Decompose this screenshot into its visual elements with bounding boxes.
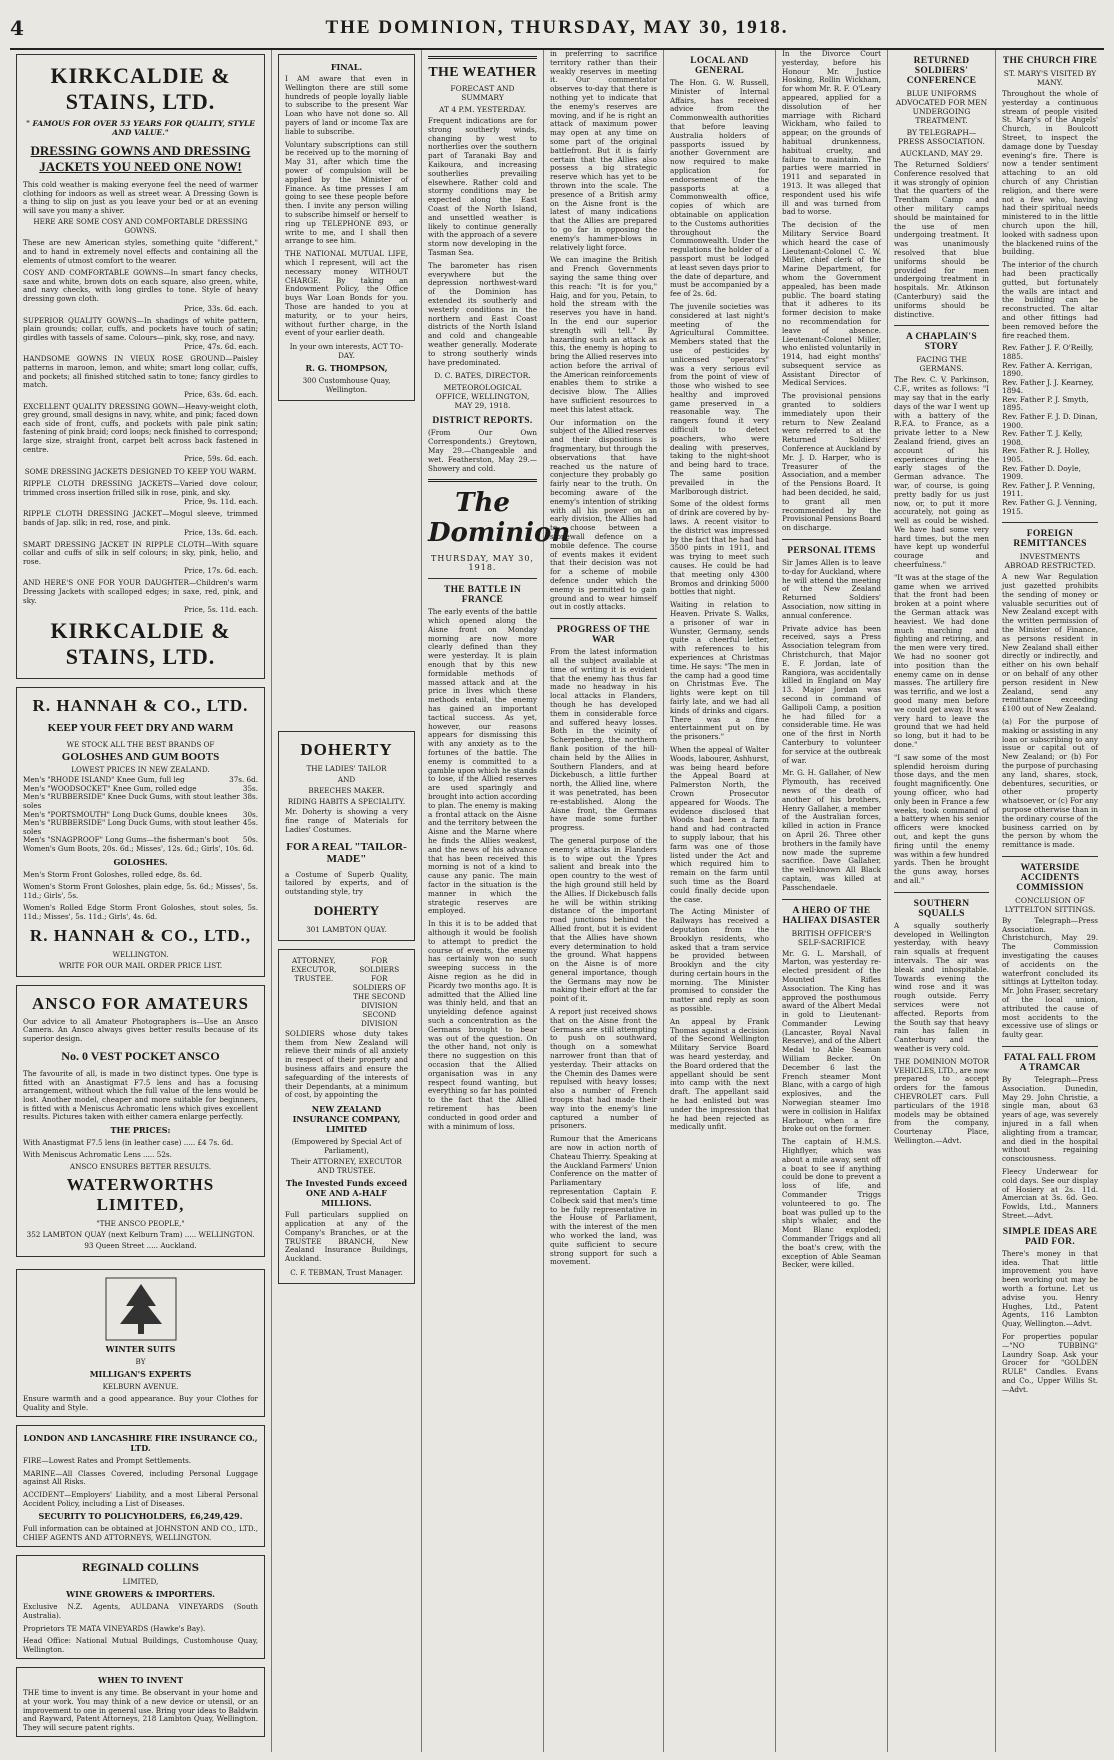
gumboot-price: 35s.: [242, 783, 258, 793]
column-rsa: [888, 50, 996, 1752]
ad-kirk-title-2: KIRKCALDIE & STAINS, LTD.: [50, 618, 231, 670]
ad-water-title: WATERWORTHS LIMITED,: [66, 1175, 215, 1215]
gumboot-name: Men's "RHODE ISLAND" Knee Gum, full leg: [23, 775, 185, 785]
gumboot-row: [23, 793, 258, 810]
ad-hannah-headline: KEEP YOUR FEET DRY AND WARM: [47, 722, 234, 735]
divider: [428, 578, 537, 579]
ad-attorney-right: FOR SOLDIERS FOR SOLDIERS OF THE SECOND DIVISION SECOND DIVISION: [352, 955, 406, 1028]
tram-text: By Telegraph—Press Association. Dunedin, May 29. John Christie, a single man, about 63 years of age, was severely injured in a fall when alighting from a tramcar, and died in the hospital without regaining consciousness.: [1002, 1075, 1098, 1164]
ad-kirk-here-text: These are new American styles, something quite "different," and to hand in extremely novel effects and containing all the elements of utmost comfort to the wearer.: [23, 238, 258, 265]
ad-hannah-title-2: R. HANNAH & CO., LTD.,: [29, 925, 252, 945]
goloshes-label: GOLOSHES.: [113, 856, 168, 867]
ad-milligan: [16, 1269, 265, 1417]
page-title: THE DOMINION, THURSDAY, MAY 30, 1918.: [325, 17, 789, 38]
squalls-text: A squally southerly developed in Wellington yesterday, with heavy rain squalls at frequent intervals. The air was bleak and inhospitable. Towards evening the wind rose and it was rough outside. Ferry services were not affected. Reports from the South say that heavy rain has fallen in Canterbury and the weather is very cold.: [894, 920, 989, 1053]
halifax-heading: A HERO OF THE HALIFAX DISASTER: [782, 905, 881, 926]
gumboot-name: Men's "PORTSMOUTH" Long Duck Gums, double knees: [23, 809, 228, 819]
column-ads-right: [272, 50, 422, 1752]
gumboot-name: Women's Gum Boots, 20s. 6d.; Misses', 12s. 6d.; Girls', 10s. 6d.: [23, 843, 254, 853]
ad-kirkcaldie: [16, 54, 265, 679]
ad-collins: [16, 1555, 265, 1659]
personal-text: Sir James Allen is to leave to-day for Auckland, where he will attend the meeting of the New Zealand Returned Soldiers' Association, now sitting in annual conference.: [782, 558, 881, 620]
district-text: (From Our Own Correspondents.) Greytown, May 29.—Changeable and wet. Featherston, May 29.—Showery and cold.: [428, 428, 537, 473]
gumboot-name: Men's "RUBBERSIDE" Long Duck Gums, with stout leather soles: [23, 818, 240, 836]
gown-item: COSY AND COMFORTABLE GOWNS—In smart fancy checks, saxe and white, brown dots on each square, also green, white, and navy checks, with long girdles to tone. Style of heavy dressing gown cloth.: [23, 268, 258, 303]
chaplain-text: The Rev. C. V. Parkinson, C.F., writes as follows: "I may say that in the early days of the war I went up with a battery of the R.F.A. to France, as a private letter to a New Zealand friend, gives an account of his experiences during the early stages of the German advance. The war, of course, is going pretty badly for us just now, or, to put it more accurately, not going as well as could be wished. We have had some very hard times, but the men have kept up wonderful courage and cheerfulness.": [894, 375, 989, 570]
ad-collins-title: REGINALD COLLINS: [81, 1563, 199, 1575]
ad-left-stack: [16, 1265, 265, 1745]
masthead: [10, 8, 1104, 50]
column-church: [996, 50, 1104, 1752]
ad-collins-text: Exclusive N.Z. Agents, AULDANA VINEYARDS (South Australia).: [23, 1602, 258, 1620]
local-heading: LOCAL AND GENERAL: [690, 56, 749, 76]
weather-time: AT 4 P.M. YESTERDAY.: [438, 105, 527, 114]
ad-nzins-text: Full particulars supplied on application at any of the Company's Branches, or at the TRUSTEE BRANCH, New Zealand Insurance Buildings, Auckland.: [285, 1210, 408, 1264]
jacket-price: Price, 17s. 6d. each.: [183, 566, 258, 576]
ad-ins-text3: ACCIDENT—Employers' Liability, and a most Liberal Personal Accident Policy, including a List of Diseases.: [23, 1490, 258, 1508]
priest-item: Rev. Father A. Kerrigan, 1890.: [1002, 360, 1093, 379]
ad-invent-title: WHEN TO INVENT: [97, 1675, 184, 1686]
ad-doherty-spec: RIDING HABITS A SPECIALITY.: [287, 797, 406, 807]
chaplain-sub: FACING THE GERMANS.: [916, 355, 967, 374]
gumboot-price: 30s.: [242, 809, 258, 819]
jacket-item: RIPPLE CLOTH DRESSING JACKET—Mogul sleeve, trimmed bands of Jap. silk; in red, rose, and pink.: [23, 509, 258, 528]
local-text: Some of the oldest forms of drink are covered by by-laws. A recent visitor to the district was impressed by the fact that he had had 3500 pints in 1911, and was trying to meet such causes. He could be had that meeting only 4300 Bromos and drinking 5000 bottles that night.: [670, 499, 769, 597]
rsa-sub: BLUE UNIFORMS ADVOCATED FOR MEN UNDERGOING TREATMENT.: [895, 89, 988, 125]
personal-text: Private advice has been received, says a Press Association telegram from Christchurch, that Major E. F. Jordan, late of Rangiora, was accidentally killed in England on May 13. Major Jordan was second in command of Gallipoli Camp, a position he had filled for a considerable time. He was one of the first in North Canterbury to volunteer for service at the outbreak of war.: [782, 623, 881, 765]
rsa-text: The Returned Soldiers' Conference resolved that it was strongly of opinion that the quarters of the Trentham Camp and other military camps should be maintained for the use of men undergoing treatment. It was unanimously resolved that blue uniforms should be provided for men undergoing treatment in hospitals. Mr. Atkinson (Canterbury) said the uniforms should be distinctive.: [894, 160, 989, 319]
progress-text: From the latest information all the subject available at time of writing it is evident that the enemy has thus far made no headway in his local attacks in Flanders, though he has developed them in considerable force and suffered heavy losses. Both in the vicinity of Scherpenberg, the northern flank position of the hill-chain held by the Allies in Southern Flanders, and at Dickebusch, a little further north, the Allied line, where it was penetrated, has been re-established. Along the Aisne front, the Germans have made some further progress.: [550, 647, 657, 833]
fire-heading: THE CHURCH FIRE: [1002, 56, 1098, 66]
ad-ansco-price2: With Meniscus Achromatic Lens ..... 52s.: [23, 1150, 172, 1160]
editorial-cont: in preferring to sacrifice territory rather than their weakly reserves in meeting it. Our commentator observes to-day that there is nothing yet to indicate that the enemy's reserves are moving, and if he is right an attack of maximum power may open at any time on some part of the original battlefront. But it is fairly certain that the Allies also possess a big strategic reserve which has yet to be thrown into the scale. The presence of a British army on the Aisne front is the latest of many indications that the Allies are prepared to go far in opposing the enemy's hammer-blows in relatively light force.: [550, 49, 657, 252]
gown-price: Price, 47s. 6d. each.: [183, 342, 258, 352]
ad-ins-text2: MARINE—All Classes Covered, including Personal Luggage against All Risks.: [23, 1468, 258, 1487]
local-text: An appeal by Frank Thomas against a decision of the Second Wellington Military Service Board was heard yesterday, and the Board ordered that the appellant should be sent into camp with the next draft. The appellant said he had enlisted but was under the impression that he had been rejected as medically unfit.: [670, 1016, 769, 1132]
priest-item: Rev. Father F. J. D. Dinan, 1900.: [1002, 412, 1098, 430]
progress-text2: The general purpose of the enemy's attacks in Flanders is to wipe out the Ypres salient and break into the open country to the west of the high ground still held by the Allies. If Dickebusch falls he will be within striking distance of the important road junctions behind the Allied front, but it is evident that the Allies have shown every determination to hold the ground. What happens on the Aisne is of more general importance, though the Germans may now be making their effort at the far point of it.: [550, 835, 657, 1004]
ad-hannah-sub2: GOLOSHES AND GUM BOOTS: [61, 751, 220, 764]
ad-kirk-here: HERE ARE SOME COSY AND COMFORTABLE DRESSING GOWNS.: [33, 217, 248, 236]
weather-sub: FORECAST AND SUMMARY: [450, 84, 515, 102]
ad-milligan-head3: MILLIGAN'S EXPERTS: [89, 1369, 192, 1380]
ad-final-text3: THE NATIONAL MUTUAL LIFE, which I represent, will act the necessary money WITHOUT CHARGE. By taking an Endowment Policy, the Office buys War Loan Bonds for you. Those are handed to you at maturity, or to your heirs, without further charge, in the event of your earlier death.: [285, 249, 408, 338]
rsa-place: AUCKLAND, MAY 29.: [900, 149, 983, 158]
court-text: The provisional pensions granted to soldiers immediately upon their return to New Zealand were referred to at the Returned Soldiers' Conference at Auckland by Mr. J. D. Harper, who is Treasurer of the Association, and a member of the Pensions Board. It had been decided, he said, to grant all men recommended by the Provisional Pensions Board on discharge.: [782, 391, 882, 533]
remit-text: (a) For the purpose of making or assisting in any loan or subscribing to any issue or capital out of New Zealand; or (b) For the purpose of purchasing any land, shares, stock, debentures, securities, or other property whatsoever, or (c) For any purpose otherwise than in the ordinary course of the business carried on by the person by whom the remittance is made.: [1002, 716, 1098, 850]
progress-text4: Rumour that the Americans are now in action north of Chateau Thierry. Speaking at the Auckland Farmers' Union Conference on the matter of Parliamentary representation Captain F. Colbeck said that men's time to be fully representative in the House of Parliament, with the interest of the men who worked the land, was quite sufficient to secure strong support for such a movement.: [550, 1134, 657, 1267]
weather-sign: D. C. BATES, DIRECTOR.: [434, 371, 531, 381]
gumboot-name: Men's "SNAGPROOF" Long Gums—the fisherman's boot: [23, 835, 229, 845]
ad-water-addr2: 93 Queen Street ..... Auckland.: [84, 1241, 197, 1251]
gown-price: Price, 33s. 6d. each.: [183, 303, 258, 313]
fire-text: Throughout the whole of yesterday a continuous stream of people visited St. Mary's of the Angels' Church, in Boulcott Street, to inspect the damage done by Tuesday evening's fire. There is now a tender sentiment attaching to an old church of any Christian religion, and there were not a few who, having had their spiritual needs ministered to in the little church upon the hill, looked with sadness upon the blackened ruins of the building.: [1002, 89, 1098, 257]
priest-item: Rev. Father D. Doyle, 1909.: [1002, 463, 1081, 482]
personal-text: Mr. G. H. Gallaher, of New Plymouth, has received news of the death of another of his brothers, Henry Gallaher, a member of the Australian forces, killed in action in France on April 26. Three other brothers in the family have now made the supreme sacrifice. Dave Gallaher, the well-known All Black captain, was killed at Passchendaele.: [782, 768, 881, 892]
ad-final-name: R. G. THOMPSON,: [305, 363, 388, 374]
ad-ansco: [16, 985, 265, 1258]
divider: [428, 479, 537, 482]
ad-final-sign1: In your own interests, ACT TO-DAY.: [289, 342, 404, 361]
gumboot-price: 37s. 6d.: [229, 775, 258, 785]
ad-water-addr1: 352 LAMBTON QUAY (next Kelburn Tram) ..... WELLINGTON.: [26, 1230, 255, 1240]
ad-kirk-sub2: SOME DRESSING JACKETS DESIGNED TO KEEP YOU WARM.: [24, 467, 257, 477]
fire-text: The interior of the church had been practically gutted, but fortunately the walls are intact and the building can be reconstructed. The altar and other fittings had been removed before the fire reached them.: [1002, 260, 1098, 340]
jacket-price: Price, 13s. 6d. each.: [183, 527, 258, 537]
gumboot-row: [23, 819, 258, 836]
battle-heading: THE BATTLE IN FRANCE: [443, 585, 522, 606]
ad-water-sub: "THE ANSCO PEOPLE,": [96, 1219, 185, 1229]
ad-ansco-text: The favourite of all, is made in two distinct types. One type is fitted with an Anastigmat F7.5 lens and has a focusing arrangement, without which the full value of the lens would be lost. Another model, cheaper and more suitable for beginners, is fitted with a Meniscus Achromatic lens which gives excellent results. Pictures taken with either camera enlarge perfectly.: [23, 1069, 258, 1122]
divider: [894, 325, 989, 326]
editorial-cont2: We can imagine the British and French Governments saying the same thing over this reach: "It is for you," Haig, and for you, Petain, to hold the stream with the reserves you have in hand. In the end our superior strength will tell." By hazarding such an attack as this, the enemy is hoping to bring the Allied reserves into action before the arrival of the American reinforcements enables them to strike a decisive blow. The Allies have sufficient resources to meet this latest attack.: [550, 255, 657, 414]
progress-text3: A report just received shows that on the Aisne front the Germans are still attempting to push on southward, though on a somewhat narrower front than that of yesterday. Their attacks on the Chemin des Dames were repulsed with heavy losses; also a number of French troops that had made their way into the enemy's line captured a number of prisoners.: [550, 1007, 657, 1131]
divider: [782, 899, 881, 900]
gown-item: SUPERIOR QUALITY GOWNS—In shadings of white pattern, plain grounds; collar, cuffs, and pockets have touch of satin; girdles with tassels of same. Colours—pink, sky, rose, and navy.: [23, 315, 258, 342]
court-text: In the Divorce Court yesterday, before his Honour Mr. Justice Hosking, Rollin Wickham, for whom Mr. R. F. O'Leary appeared, applied for a dissolution of her marriage with Richard Wickham, who failed to appear, on the grounds of habitual drunkenness, habitual cruelty, and failure to maintain. The parties were married in 1911 and separated in 1913. It was alleged that respondent used his wife ill and was turned from bad to worse.: [782, 49, 881, 217]
remit-sub: INVESTMENTS ABROAD RESTRICTED.: [1004, 552, 1096, 571]
priest-list: [1002, 344, 1098, 516]
jacket-item: RIPPLE CLOTH DRESSING JACKETS—Varied dove colour, trimmed cross insertion frilled silk in rose, pink, and sky.: [23, 479, 258, 497]
ad-lower-pair: [16, 1265, 265, 1745]
column-local: [664, 50, 776, 1752]
ad-doherty-title: DOHERTY: [300, 740, 393, 760]
nameplate-date: THURSDAY, MAY 30, 1918.: [431, 554, 534, 573]
ad-nzins-sign: C. F. TEBMAN, Trust Manager.: [290, 1268, 403, 1278]
divider: [1002, 1046, 1098, 1047]
underwear-text: Fleecy Underwear for cold days. See our display of Hosiery at 2s. 11d. Amercian at 3s. 6d. Geo. Fowlds, Ltd., Manners Street.—Advt.: [1002, 1167, 1098, 1220]
gumboot-row: [23, 845, 258, 854]
ad-ins-text4: SECURITY TO POLICYHOLDERS, £6,249,429.: [38, 1511, 243, 1522]
ad-doherty-head: FOR A REAL "TAILOR-MADE": [286, 840, 407, 865]
gumboot-name: Men's "WOODSOCKET" Knee Gum, rolled edge: [23, 783, 197, 793]
ad-nzins-funds: The Invested Funds exceed ONE AND A-HALF MILLIONS.: [285, 1178, 408, 1209]
jacket-item: AND HERE'S ONE FOR YOUR DAUGHTER—Children's warm Dressing Jackets with scalloped edges; in saxe, red, pink, and sky.: [23, 578, 258, 605]
jacket-price: Price, 9s. 11d. each.: [183, 497, 258, 507]
ad-kirk-intro: This cold weather is making everyone feel the need of warmer clothing for indoors as well as street wear. A Dressing Gown is a thing to slip on just as you leave your bed or at an evening will save you many a shiver.: [23, 180, 258, 215]
jacket-item: SMART DRESSING JACKET IN RIPPLE CLOTH—With square collar and cuffs of silk in self colours; in sky, pink, helio, and rose.: [23, 539, 258, 566]
chaplain-heading: A CHAPLAIN'S STORY: [906, 332, 977, 353]
ad-insurance: [16, 1425, 265, 1547]
priest-item: Rev. Father R. J. Holley, 1905.: [1002, 446, 1090, 465]
ad-soldiers-text: SOLDIERS whose duty takes them from New Zealand will relieve their minds of all anxiety in respect of their property and business affairs and ensure the safeguarding of the interests of their Dependants, at a minimum of cost, by appointing the: [285, 1028, 408, 1100]
jacket-price: Price, 5s. 11d. each.: [183, 605, 258, 615]
page-number: 4: [10, 16, 24, 40]
ideas-heading: SIMPLE IDEAS ARE PAID FOR.: [1002, 1226, 1098, 1247]
ad-ansco-intro: Our advice to all Amateur Photographers is—Use an Ansco Camera. An Ansco always gives better results because of its superior design.: [23, 1016, 258, 1043]
ad-doherty-sub1: THE LADIES' TAILOR: [306, 764, 387, 774]
ad-hannah-sub1: WE STOCK ALL THE BEST BRANDS OF: [66, 740, 215, 750]
battle-text: The early events of the battle which opened along the Aisne front on Monday morning are now more clearly defined than they were yesterday. It is plain enough that by this new formidable methods of massed attack and at the price in lives which these methods entail, the enemy has gained an important tactical success. As yet, however, our reasons appears for dismissing this with any anxiety as to the fortunes of the battle. The enemy is committed to a gamble upon which he stands to lose, if the Allied reserves are used sparingly and brought into action according to plan. The enemy is making a frontal attack on the Aisne and the territory between the Aisne and the Marne where he finds the Allies weakest, and the news of his advance that has been received this morning is not of a kind to cause any panic. The main factor in the situation is the manner in which the strategic reserves are employed.: [428, 607, 537, 916]
columns: [10, 50, 1104, 1752]
ad-kirk-tagline: " FAMOUS FOR OVER 53 YEARS FOR QUALITY, STYLE AND VALUE.": [26, 119, 255, 137]
local-text: The Hon. G. W. Russell, Minister of Internal Affairs, has received advice from the Commonwealth authorities that before leaving Australia holders of passports issued by another Government are now required to make application for endorsement of the passports at a Commonwealth office, copies of which are obtainable on application to the Customs authorities throughout the Commonwealth. Under the regulations the holder of a passport must be lodged at least seven days prior to the date of departure, and must be accompanied by a fee of 2s. 6d.: [670, 78, 769, 299]
commission-text: By Telegraph—Press Association. Christchurch, May 29. The Commission investigating the causes of accidents on the waterfront concluded its sittings at Lyttelton today. Mr. John Fraser, secretary of the local union, attributed the cause of most accidents to the excessive use of slings or faulty gear.: [1002, 915, 1098, 1040]
chaplain-text: "I saw some of the most splendid heroism during those days, and the men fought magnificently. One young officer, who had only been in France a few weeks, took command of a battery when his senior officers were knocked out, and kept the guns firing until the enemy was within a few hundred yards. Then he brought the guns away, horses and all.": [894, 752, 989, 885]
ad-collins-prop: Proprietors TE MATA VINEYARDS (Hawke's Bay).: [23, 1623, 206, 1633]
motor-text: THE DOMINION MOTOR VEHICLES, LTD., are now prepared to accept orders for the famous CHEVROLET cars. Full particulars of the 1918 models may be obtained from the company, Courtenay Place, Wellington.—Advt.: [894, 1056, 990, 1145]
ad-collins-office: Head Office: National Mutual Buildings, Customhouse Quay, Wellington.: [23, 1636, 258, 1654]
battle-text2: In this it is to be added that although it would be foolish to attempt to predict the course of events, the enemy has certainly won no such sweeping success in the Aisne region as he did in Picardy two months ago. It is admitted that the Allied line was thinly held, and that an unyielding defence against such a concentration as the Germans brought to bear was out of the question. On the other hand, not only is there no suggestion on this occasion that the Allied organisation was in any respect found wanting, but everything so far has pointed to the fact that the Allied retirement has been conducted in good order and with a minimum of loss.: [428, 919, 537, 1131]
ad-doherty-text: Mr. Doherty is showing a very fine range of Materials for Ladies' Costumes.: [285, 807, 408, 834]
ad-milligan-head1: WINTER SUITS: [105, 1344, 176, 1355]
newspaper-nameplate: The Dominion: [428, 488, 571, 549]
local-text: When the appeal of Walter Woods, labourer, Ashhurst, was being heard before the Appeal Board at Palmerston North, the Crown Prosecutor appeared for Woods. The evidence disclosed that Woods had been a farm hand and had contracted to supply labour, that his farm was one of those listed under the Act and which required him to remain on the farm until such time as the Board could finally decide upon the case.: [670, 744, 769, 904]
gown-price: Price, 63s. 6d. each.: [183, 389, 258, 399]
remit-heading: FOREIGN REMITTANCES: [1013, 529, 1087, 550]
gumboot-price: 50s.: [242, 835, 258, 845]
ad-nzins-role: Their ATTORNEY, EXECUTOR AND TRUSTEE.: [291, 1157, 402, 1176]
ad-ins-title: LONDON AND LANCASHIRE FIRE INSURANCE CO., LTD.: [23, 1433, 258, 1454]
weather-text2: The barometer has risen everywhere but the depression northwest-ward of the Dominion has extended its southerly and westerly conditions in the northern and East Coast districts of the North Island and cold and changeable weather generally. Moderate to strong southerly winds have predominated.: [428, 260, 537, 367]
ad-milligan-head2: BY: [135, 1357, 146, 1367]
ad-nz-insurance: [278, 949, 415, 1284]
ad-kirk-title: KIRKCALDIE & STAINS, LTD.: [50, 63, 231, 114]
local-text: The Acting Minister of Railways has received a deputation from the Brooklyn residents, who asked that a tram service be provided between Brooklyn and the city during certain hours in the morning. The Minister promised to consider the matter and reply as soon as possible.: [670, 907, 769, 1014]
column-personal: [776, 50, 888, 1752]
ad-final-text2: Voluntary subscriptions can still be received up to the morning of May 31, after which time the power of compulsion will be applied by the Minister of Finance. As time presses I am going to see these people before then. I invite any person willing to subscribe himself or herself to ring up TELEPHONE 893, or write to me, and I shall then arrange to see him.: [285, 139, 408, 246]
ad-ansco-title: ANSCO FOR AMATEURS: [32, 993, 249, 1013]
divider: [1002, 522, 1098, 523]
weather-text: Frequent indications are for strong southerly winds, changing by west to northerlies over the southern part of Taranaki Bay and Kaikoura, and increasing southerlies prevailing elsewhere. Rather cold and stormy conditions may be expected along the East Coast of the North Island, and unsettled weather is likely to continue generally with the approach of a severe storm now developing in the Tasman Sea.: [428, 116, 537, 257]
golosh-line: Women's Rolled Edge Storm Front Goloshes, stout soles, 5s. 11d.; Misses', 5s. 11d.; Girls', 4s. 6d.: [23, 903, 258, 921]
ad-collins-sub: LIMITED,: [122, 1577, 159, 1587]
chaplain-text: "It was at the stage of the game when we arrived that the front had been broken at a point where the German attack was heaviest. We had done much marching and fighting and retiring, and the men were very tired. We had no sooner got into position than the enemy came on in dense masses. The artillery fire was terrific, and we lost a good many men before we could get away. It was very hard to leave the ground that we had held so long, but it had to be done.": [894, 572, 989, 750]
ad-attorney-left: ATTORNEY, EXECUTOR, TRUSTEE.: [290, 955, 337, 983]
ad-doherty-text2: a Costume of Superb Quality, tailored by experts, and of outstanding style, try: [285, 869, 408, 897]
priest-item: Rev. Father J. J. Kearney, 1894.: [1002, 377, 1094, 396]
ad-nzins-sub: (Empowered by Special Act of Parliament),: [291, 1137, 402, 1156]
gown-item: HANDSOME GOWNS IN VIEUX ROSE GROUND—Paisley patterns in maroon, lemon, and white; smart long collar, cuffs, and pockets; all finished stitched satin to tone; fancy girdles to match.: [23, 354, 258, 390]
squalls-heading: SOUTHERN SQUALLS: [913, 898, 970, 919]
ad-doherty-sub2: AND: [337, 775, 356, 785]
gumboot-name: Men's "RUBBERSIDE" Knee Duck Gums, with stout leather soles: [23, 792, 240, 810]
ad-ins-text5: Full information can be obtained at JOHNSTON AND CO., LTD., CHIEF AGENTS AND ATTORNEYS, WELLINGTON.: [23, 1524, 258, 1542]
gumboot-price: 45s.: [242, 818, 258, 828]
halifax-sub: BRITISH OFFICER'S SELF-SACRIFICE: [791, 928, 872, 947]
ad-hannah-sub3: LOWEST PRICES IN NEW ZEALAND.: [71, 765, 210, 775]
priest-item: Rev. Father G. J. Venning, 1915.: [1002, 498, 1098, 516]
court-text: The decision of the Military Service Board which heard the case of Lieutenant-Colonel C. W. Miller, chief clerk of the Marine Department, for whom the Government appealed, has been made public. The board stating that it adheres to its former decision to make no recommendation for leave of absence. Lieutenant-Colonel Miller, who enlisted voluntarily in 1914, had eight months' subsequent service as Assistant Director of Medical Services.: [782, 220, 881, 388]
ad-milligan-text: Ensure warmth and a good appearance. Buy your Clothes for Quality and Style.: [23, 1394, 258, 1412]
ad-nzins-title: NEW ZEALAND INSURANCE COMPANY, LIMITED: [292, 1104, 401, 1135]
ad-final: [278, 54, 415, 401]
divider: [894, 892, 989, 893]
column-ads-left: [10, 50, 272, 1752]
ad-doherty-addr: 301 LAMBTON QUAY.: [306, 924, 387, 934]
golosh-line: Men's Storm Front Goloshes, rolled edge, 8s. 6d.: [23, 869, 203, 879]
local-text: Waiting in relation to Heaven. Private S. Walks, a prisoner of war in Wunster, Germany, sends quite a cheerful letter, with references to his experiences at Christmas time. He says: "The men in the camp had a good time on Christmas Eve. The lights were kept on till fairly late, and we had all kinds of drinks and cigars. There was a fine entertainment put on by the prisoners.": [670, 600, 769, 742]
ad-milligan-addr: KELBURN AVENUE.: [102, 1382, 179, 1392]
ad-final-addr: 300 Customhouse Quay, Wellington.: [302, 376, 391, 395]
ad-final-text: I AM aware that even in Wellington there are still some hundreds of people loyally liable to subscribe to the present War Loan who have not done so. All payers of land or income Tax are liable to subscribe.: [285, 74, 408, 136]
column-war: [544, 50, 664, 1752]
ad-collins-head: WINE GROWERS & IMPORTERS.: [66, 1589, 215, 1600]
ad-ansco-prices: THE PRICES:: [110, 1124, 171, 1135]
rsa-by: BY TELEGRAPH—PRESS ASSOCIATION.: [898, 128, 985, 146]
divider: [550, 618, 657, 619]
ad-ansco-foot: ANSCO ENSURES BETTER RESULTS.: [69, 1162, 212, 1172]
divider: [782, 539, 881, 540]
weather-heading: THE WEATHER: [428, 65, 537, 80]
tram-heading: FATAL FALL FROM A TRAMCAR: [1004, 1053, 1096, 1074]
priest-item: Rev. Father T. J. Kelly, 1908.: [1002, 429, 1083, 447]
ad-invent-text: THE time to invent is any time. Be observant in your home and at your work. You may think of a new device or utensil, or an improvement to one in general use. Bring your ideas to Baldwin and Rayward, Patent Attorneys, 218 Lambton Quay, Wellington. They will secure patent rights.: [23, 1688, 258, 1732]
column-weather-editorial: [422, 50, 571, 1752]
halifax-text: The captain of H.M.S. Highflyer, which was about a mile away, sent off a boat to see if anything could be done to prevent a loss of life, and Commander Triggs volunteered to go. The boat was pulled up to the ship's whaler, and the Mont Blanc exploded; Commander Triggs and all the boat's crew, with the exception of Able Seaman Becker, were killed.: [782, 1137, 881, 1270]
commission-heading: WATERSIDE ACCIDENTS COMMISSION: [1016, 862, 1084, 893]
local-text: The juvenile societies was considered at last night's meeting of the Agricultural Committee. Members stated that the use of pesticides by unlicensed "operators" was a very serious evil from the point of view of those who wished to see healthy and improved game preserved in a reasonable way. The rangers found it very difficult to detect poachers, who were dealing with preserves, taking to the night-shoot and being hard to trace. The same position prevailed in the Marlborough district.: [670, 301, 769, 496]
priest-item: Rev. Father J. F. O'Reilly, 1885.: [1002, 343, 1094, 361]
fire-sub: ST. MARY'S VISITED BY MANY.: [1003, 69, 1097, 87]
ad-hannah-write: WRITE FOR OUR MAIL ORDER PRICE LIST.: [58, 960, 223, 970]
ad-hannah-title: R. HANNAH & CO., LTD.: [32, 696, 249, 716]
district-heading: DISTRICT REPORTS.: [432, 416, 533, 427]
commission-sub: CONCLUSION OF LYTTELTON SITTINGS.: [1004, 895, 1096, 914]
ideas-text: There's money in that idea. That little improvement you have been working out may be worth a fortune. Let us advise you. Henry Hughes, Ltd., Patent Agents, 116 Lambton Quay, Wellington.—Advt.: [1002, 1248, 1098, 1329]
pine-tree-icon: [106, 1278, 176, 1340]
personal-heading: PERSONAL ITEMS: [787, 546, 876, 557]
gumboot-price: 38s.: [242, 792, 258, 802]
ad-doherty: [278, 731, 415, 941]
ad-hannah-city: WELLINGTON.: [112, 949, 169, 959]
progress-heading: PROGRESS OF THE WAR: [556, 625, 651, 646]
ad-invent: [16, 1667, 265, 1737]
ad-doherty-sub3: BREECHES MAKER.: [308, 786, 385, 796]
ad-doherty-name: DOHERTY: [313, 902, 380, 918]
ad-final-head: FINAL.: [330, 62, 363, 72]
weather-office: METEOROLOGICAL OFFICE, WELLINGTON, MAY 29, 1918.: [435, 383, 530, 411]
ad-attorney-pair: [285, 954, 408, 1030]
remit-text: A new War Regulation just gazetted prohibits the sending of money or valuable securities out of New Zealand except with the written permission of the Minister of Finance, as persons resident in New Zealand shall either directly or indirectly, and either on his own behalf or on behalf of any other person resident in New Zealand, send any remittance exceeding £100 out of New Zealand.: [1002, 572, 1098, 714]
divider: [1002, 856, 1098, 857]
halifax-text: Mr. G. L. Marshall, of Marton, was yesterday re-elected president of the Mounted Rifles Association. The King has approved the posthumous award of the Albert Medal in gold to Lieutenant-Commander Lewing (Lancaster, Royal Naval Reserve), and of the Albert Medal to Able Seaman William Becker. On December 6 last the French steamer Mont Blanc, with a cargo of high explosives, and the Norwegian steamer Imo were in collision in Halifax Harbour, when a fire broke out on the former.: [782, 948, 881, 1134]
ad-ansco-model: No. 0 VEST POCKET ANSCO: [61, 1049, 220, 1064]
gown-item: EXCELLENT QUALITY DRESSING GOWN—Heavy-weight cloth, grey ground, small designs in navy, white, and pink; faced down each side of front, cuffs, and pockets with pale pink satin; fastening of pink braid; cord loops; neck finished to correspond; large size, straight front, carpet belt across back fastened in centre.: [23, 401, 258, 454]
editorial-cont3: Our information on the subject of the Allied reserves and their dispositions is fragmentary, but through the observations that have reached us the nature of conjecture they probably go fairly near to the truth. On becoming aware of the enemy's intention of striking with all his power on an early division, the Allies had to choose between a stonewall defence on a mobile defence. The course of events makes it evident that their decision was not for a scheme of mobile defence under which the enemy is permitted to gain ground and to wear himself out in costly attacks.: [550, 417, 657, 612]
soap-text: For properties popular—"NO TUBBING" Laundry Soap. Ask your Grocer for "GOLDEN RULE" Candles. Evans and Co., Upper Willis St.—Advt.: [1002, 1331, 1098, 1394]
ad-kirk-headline: DRESSING GOWNS AND DRESSING JACKETS YOU NEED ONE NOW!: [30, 143, 251, 174]
priest-item: Rev. Father P. J. Smyth, 1895.: [1002, 394, 1089, 413]
priest-item: Rev. Father J. P. Venning, 1911.: [1002, 480, 1095, 499]
divider: [428, 56, 537, 59]
gown-price: Price, 59s. 6d. each.: [183, 454, 258, 464]
ad-hannah: [16, 687, 265, 976]
ad-ansco-price1: With Anastigmat F7.5 lens (in leather case) ..... £4 7s. 6d.: [23, 1137, 234, 1147]
golosh-line: Women's Storm Front Goloshes, plain edge, 5s. 6d.; Misses', 5s. 11d.; Girls', 5s.: [23, 882, 258, 900]
ad-ins-text1: FIRE—Lowest Rates and Prompt Settlements.: [23, 1456, 192, 1466]
rsa-heading: RETURNED SOLDIERS' CONFERENCE: [906, 56, 977, 86]
